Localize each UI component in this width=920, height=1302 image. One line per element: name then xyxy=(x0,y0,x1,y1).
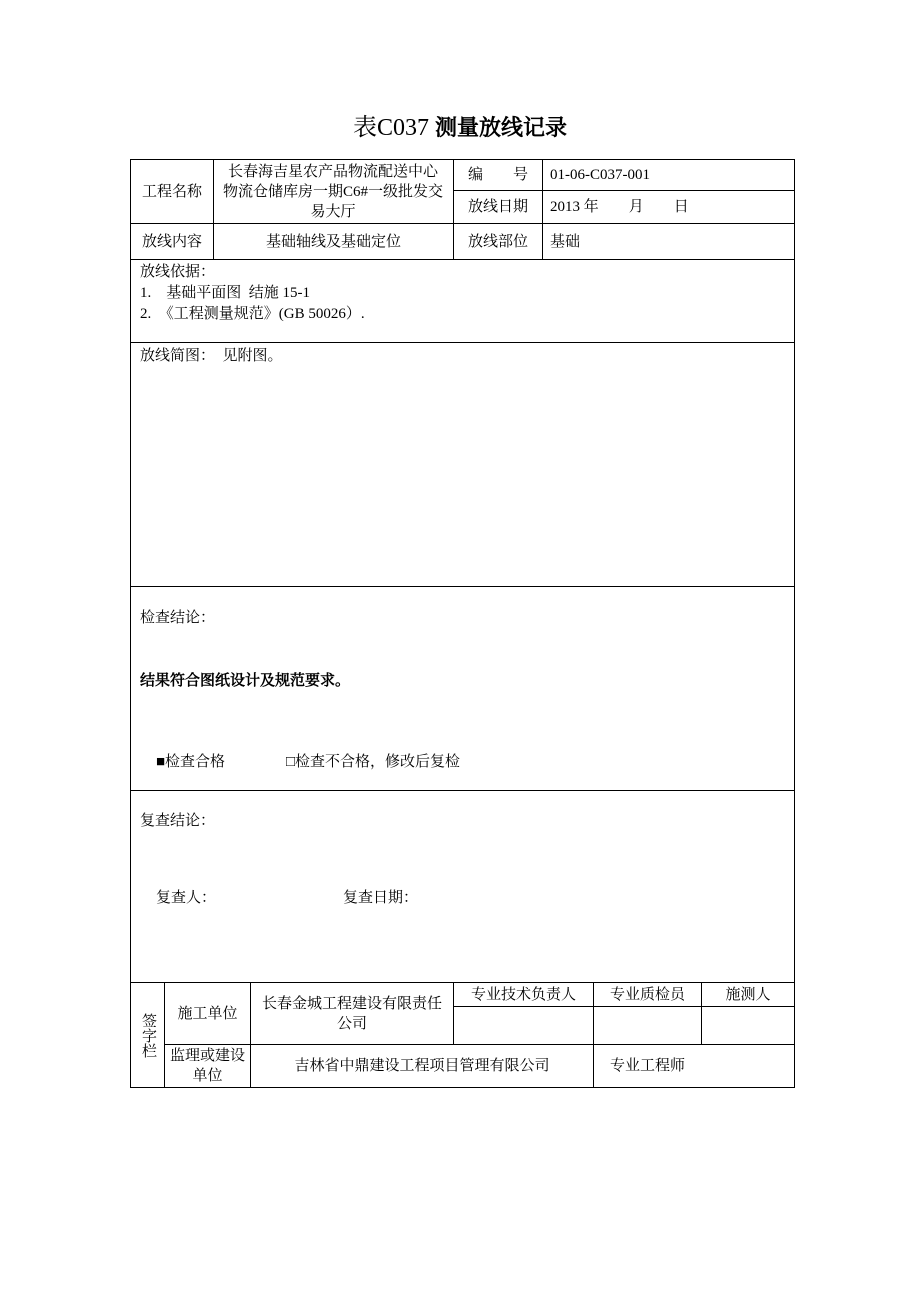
supervision-company-name: 吉林省中鼎建设工程项目管理有限公司 xyxy=(294,1058,550,1074)
sign-column-label: 签字栏 xyxy=(140,1012,156,1058)
construction-unit-label: 施工单位 xyxy=(177,1005,238,1022)
project-name-label: 工程名称 xyxy=(141,183,202,200)
check-fail-option: □检查不合格，修改后复检 xyxy=(286,754,461,770)
survey-basis-label: 放线依据： xyxy=(140,264,216,280)
form-code: 表C037 xyxy=(352,115,429,141)
survey-basis-item: 1. 基础平面图 结施 15-1 xyxy=(140,285,310,301)
tech-lead-header: 专业技术负责人 xyxy=(470,986,576,1003)
surveyor-header: 施测人 xyxy=(725,986,771,1003)
recheck-person-label: 复查人： xyxy=(156,890,217,906)
survey-part-label: 放线部位 xyxy=(467,233,528,250)
recheck-date-label: 复查日期： xyxy=(343,890,419,906)
number-label: 编 号 xyxy=(467,167,528,183)
survey-content-label: 放线内容 xyxy=(141,233,202,250)
form-title xyxy=(0,112,920,145)
form-name: 测量放线记录 xyxy=(435,116,568,141)
construction-company-name: 长春金城工程建设有限责任公司 xyxy=(261,995,442,1032)
survey-date-label: 放线日期 xyxy=(467,199,528,215)
recheck-conclusion-label: 复查结论： xyxy=(140,813,216,829)
survey-content-value: 基础轴线及基础定位 xyxy=(265,233,401,250)
survey-basis-item: 2. 《工程测量规范》(GB 50026）. xyxy=(140,306,365,322)
check-result: 结果符合图纸设计及规范要求。 xyxy=(140,671,351,689)
professional-engineer-label: 专业工程师 xyxy=(609,1058,685,1074)
survey-part-value: 基础 xyxy=(550,233,581,250)
number-value: 01-06-C037-001 xyxy=(550,167,650,183)
check-conclusion-label: 检查结论： xyxy=(140,610,216,626)
supervision-unit-label: 监理或建设单位 xyxy=(170,1048,246,1084)
project-name-value: 长春海吉星农产品物流配送中心物流仓储库房一期C6#一级批发交易大厅 xyxy=(222,163,443,220)
survey-date-value: 2013 年 月 日 xyxy=(550,199,689,215)
quality-inspector-header: 专业质检员 xyxy=(609,986,685,1003)
survey-sketch-label: 放线简图： 见附图。 xyxy=(140,348,283,364)
check-pass-option: ■检查合格 xyxy=(156,754,226,770)
